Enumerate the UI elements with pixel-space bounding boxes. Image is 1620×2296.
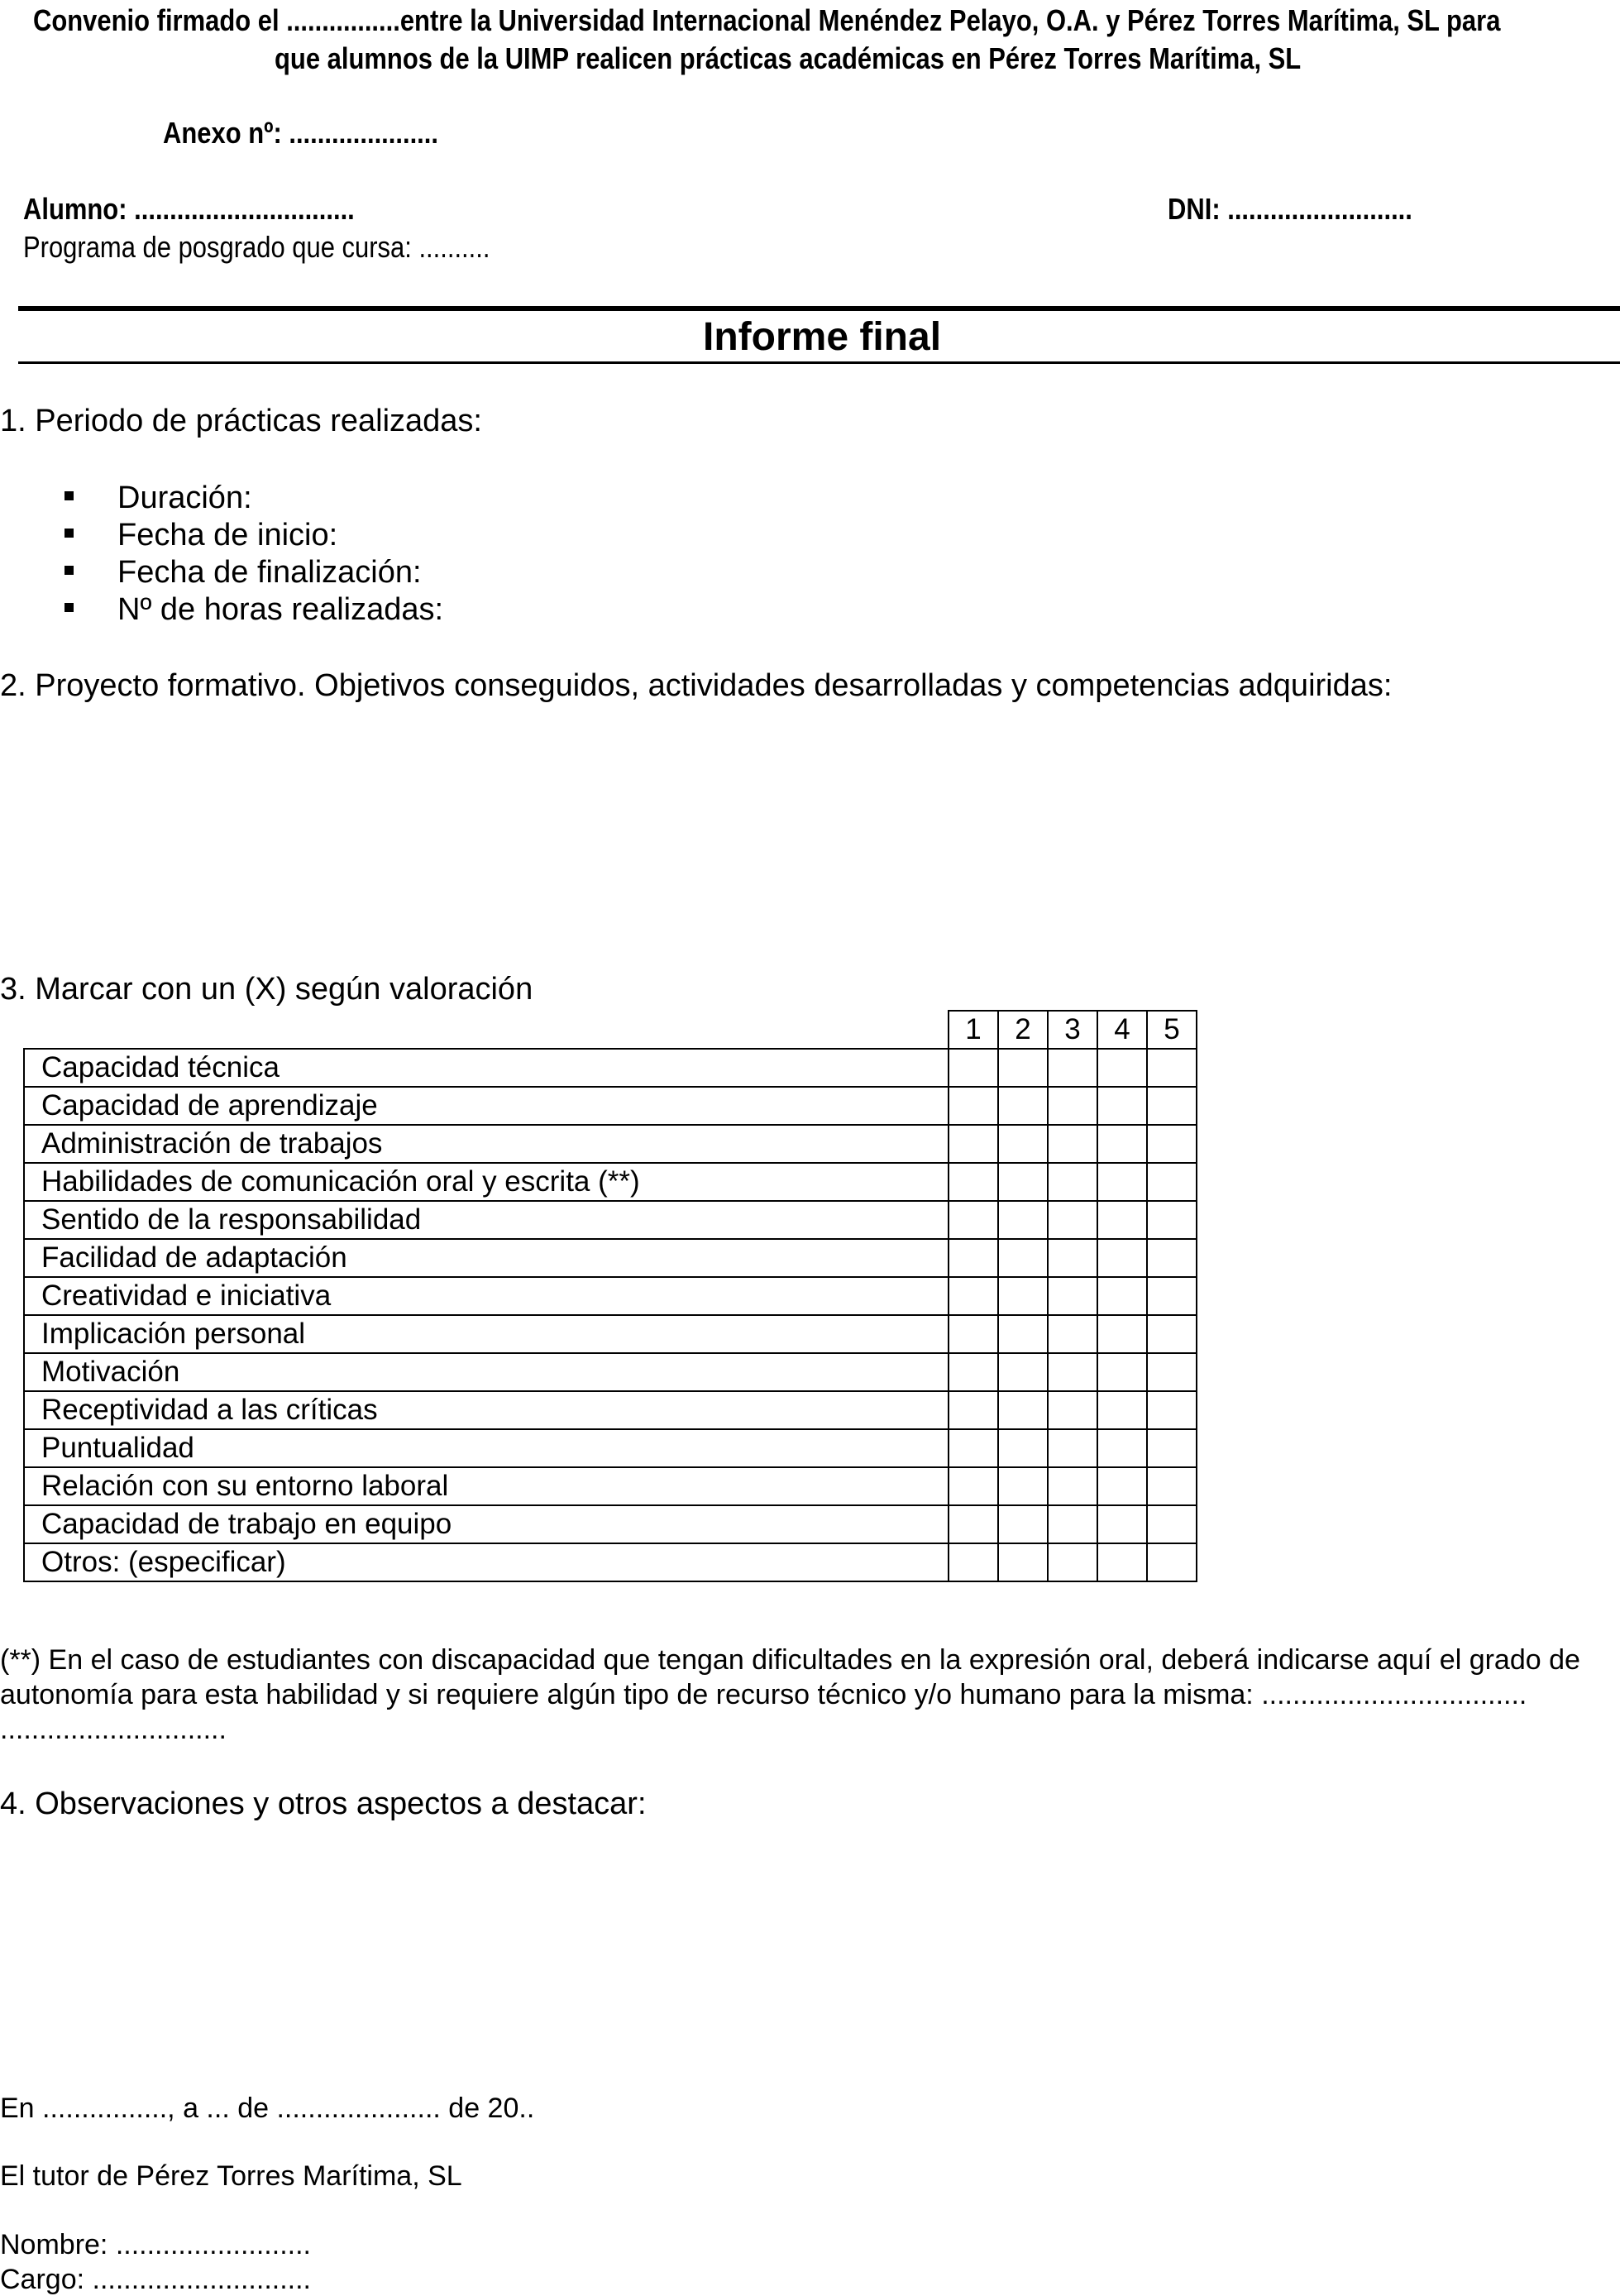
rating-cell[interactable] xyxy=(1048,1163,1097,1201)
rating-cell[interactable] xyxy=(949,1163,998,1201)
rating-cell[interactable] xyxy=(998,1467,1048,1505)
rating-cell[interactable] xyxy=(1097,1467,1147,1505)
criterion-label: Motivación xyxy=(24,1353,949,1391)
rating-cell[interactable] xyxy=(1048,1429,1097,1467)
rating-cell[interactable] xyxy=(1097,1429,1147,1467)
rating-cell[interactable] xyxy=(1147,1239,1197,1277)
rating-cell[interactable] xyxy=(998,1315,1048,1353)
criterion-label: Sentido de la responsabilidad xyxy=(24,1201,949,1239)
place-date-line: En ................, a ... de ..................... de 20.. xyxy=(0,2093,535,2124)
table-row xyxy=(24,1087,1197,1125)
rating-cell[interactable] xyxy=(1097,1049,1147,1087)
criterion-label: Habilidades de comunicación oral y escrita (**) xyxy=(24,1163,949,1201)
table-row xyxy=(24,1125,1197,1163)
accessibility-note-line2: autonomía para esta habilidad y si requiere algún tipo de recurso técnico y/o humano para la misma: .................................. xyxy=(0,1679,1527,1710)
scale-4: 4 xyxy=(1097,1011,1147,1049)
rating-cell[interactable] xyxy=(998,1163,1048,1201)
dni-field: DNI: .......................... xyxy=(1168,192,1412,226)
rating-cell[interactable] xyxy=(1048,1087,1097,1125)
table-row xyxy=(24,1467,1197,1505)
rating-cell[interactable] xyxy=(1048,1201,1097,1239)
rating-cell[interactable] xyxy=(998,1391,1048,1429)
rating-cell[interactable] xyxy=(1147,1543,1197,1581)
rating-cell[interactable] xyxy=(998,1277,1048,1315)
list-item: Nº de horas realizadas: xyxy=(117,592,443,628)
rating-cell[interactable] xyxy=(1048,1505,1097,1543)
criterion-label: Relación con su entorno laboral xyxy=(24,1467,949,1505)
rating-cell[interactable] xyxy=(949,1201,998,1239)
tutor-name-field: Nombre: ......................... xyxy=(0,2229,311,2260)
criterion-label: Capacidad de trabajo en equipo xyxy=(24,1505,949,1543)
section4-heading: 4. Observaciones y otros aspectos a destacar: xyxy=(0,1787,647,1821)
bullet-square-icon xyxy=(65,491,74,500)
rating-cell[interactable] xyxy=(998,1239,1048,1277)
rating-cell[interactable] xyxy=(1147,1429,1197,1467)
rating-scale-row xyxy=(24,1011,1197,1049)
rating-cell[interactable] xyxy=(1048,1277,1097,1315)
criterion-label: Administración de trabajos xyxy=(24,1125,949,1163)
rating-cell[interactable] xyxy=(949,1049,998,1087)
rating-cell[interactable] xyxy=(1147,1505,1197,1543)
section3-heading: 3. Marcar con un (X) según valoración xyxy=(0,972,533,1007)
tutor-label: El tutor de Pérez Torres Marítima, SL xyxy=(0,2160,462,2192)
criterion-label: Implicación personal xyxy=(24,1315,949,1353)
rating-cell[interactable] xyxy=(1147,1201,1197,1239)
rating-cell[interactable] xyxy=(998,1087,1048,1125)
table-row xyxy=(24,1505,1197,1543)
rating-cell[interactable] xyxy=(949,1239,998,1277)
rating-cell[interactable] xyxy=(949,1505,998,1543)
rating-cell[interactable] xyxy=(998,1429,1048,1467)
table-row xyxy=(24,1049,1197,1087)
table-row xyxy=(24,1315,1197,1353)
rating-cell[interactable] xyxy=(998,1543,1048,1581)
rating-cell[interactable] xyxy=(1048,1125,1097,1163)
rating-cell[interactable] xyxy=(1097,1353,1147,1391)
table-row xyxy=(24,1239,1197,1277)
scale-5: 5 xyxy=(1147,1011,1197,1049)
section2-heading: 2. Proyecto formativo. Objetivos conseguidos, actividades desarrolladas y competencias adquiridas: xyxy=(0,668,1393,703)
table-row xyxy=(24,1277,1197,1315)
criterion-label: Capacidad de aprendizaje xyxy=(24,1087,949,1125)
bullet-square-icon xyxy=(65,566,74,575)
criterion-label: Receptividad a las críticas xyxy=(24,1391,949,1429)
accessibility-note-line1: (**) En el caso de estudiantes con discapacidad que tengan dificultades en la expresión oral, deberá indicarse aquí el grado de xyxy=(0,1644,1580,1676)
rating-cell[interactable] xyxy=(949,1087,998,1125)
rating-cell[interactable] xyxy=(949,1543,998,1581)
agreement-header-line1: Convenio firmado el ................entre la Universidad Internacional Menéndez Pelayo, O.A. y Pérez Torres Marítima, SL para xyxy=(33,3,1501,37)
section1-heading: 1. Periodo de prácticas realizadas: xyxy=(0,404,482,438)
rating-cell[interactable] xyxy=(1048,1467,1097,1505)
title-bottom-rule xyxy=(18,361,1620,364)
table-row xyxy=(24,1201,1197,1239)
program-field: Programa de posgrado que cursa: .......... xyxy=(23,230,490,264)
list-item: Fecha de inicio: xyxy=(117,518,337,553)
table-row xyxy=(24,1391,1197,1429)
rating-cell[interactable] xyxy=(1097,1163,1147,1201)
rating-cell[interactable] xyxy=(1097,1505,1147,1543)
tutor-position-field: Cargo: ............................ xyxy=(0,2264,311,2295)
table-row xyxy=(24,1429,1197,1467)
criterion-label: Creatividad e iniciativa xyxy=(24,1277,949,1315)
table-row xyxy=(24,1353,1197,1391)
rating-cell[interactable] xyxy=(998,1353,1048,1391)
rating-cell[interactable] xyxy=(949,1277,998,1315)
rating-cell[interactable] xyxy=(1147,1277,1197,1315)
rating-cell[interactable] xyxy=(1048,1315,1097,1353)
table-row xyxy=(24,1163,1197,1201)
rating-cell[interactable] xyxy=(949,1429,998,1467)
rating-cell[interactable] xyxy=(949,1391,998,1429)
rating-cell[interactable] xyxy=(998,1125,1048,1163)
criterion-label: Otros: (especificar) xyxy=(24,1543,949,1581)
rating-cell[interactable] xyxy=(1097,1391,1147,1429)
rating-table xyxy=(23,1010,1197,1582)
rating-cell[interactable] xyxy=(1048,1543,1097,1581)
rating-cell[interactable] xyxy=(1097,1087,1147,1125)
accessibility-note-line3: ............................. xyxy=(0,1714,227,1745)
scale-3: 3 xyxy=(1048,1011,1097,1049)
rating-cell[interactable] xyxy=(1147,1315,1197,1353)
rating-cell[interactable] xyxy=(1048,1049,1097,1087)
rating-cell[interactable] xyxy=(1147,1049,1197,1087)
rating-cell[interactable] xyxy=(1147,1467,1197,1505)
criterion-label: Capacidad técnica xyxy=(24,1049,949,1087)
rating-cell[interactable] xyxy=(1147,1125,1197,1163)
criterion-label: Facilidad de adaptación xyxy=(24,1239,949,1277)
rating-cell[interactable] xyxy=(1097,1125,1147,1163)
rating-cell[interactable] xyxy=(949,1315,998,1353)
student-field: Alumno: ............................... xyxy=(23,192,355,226)
rating-cell[interactable] xyxy=(998,1201,1048,1239)
list-item: Fecha de finalización: xyxy=(117,555,422,591)
title-top-rule xyxy=(18,306,1620,311)
table-row xyxy=(24,1543,1197,1581)
rating-cell[interactable] xyxy=(1097,1543,1147,1581)
rating-cell[interactable] xyxy=(1048,1353,1097,1391)
agreement-header-line2: que alumnos de la UIMP realicen prácticas académicas en Pérez Torres Marítima, SL xyxy=(275,41,1302,75)
rating-cell[interactable] xyxy=(949,1353,998,1391)
rating-cell[interactable] xyxy=(1097,1201,1147,1239)
rating-cell[interactable] xyxy=(1097,1315,1147,1353)
rating-cell[interactable] xyxy=(1048,1391,1097,1429)
rating-cell[interactable] xyxy=(998,1049,1048,1087)
rating-cell[interactable] xyxy=(1097,1277,1147,1315)
rating-cell[interactable] xyxy=(1147,1353,1197,1391)
anexo-field: Anexo nº: ..................... xyxy=(163,116,438,150)
rating-cell[interactable] xyxy=(1147,1087,1197,1125)
bullet-square-icon xyxy=(65,529,74,538)
criterion-label: Puntualidad xyxy=(24,1429,949,1467)
scale-2: 2 xyxy=(998,1011,1048,1049)
page-title: Informe final xyxy=(703,315,942,359)
rating-cell[interactable] xyxy=(949,1125,998,1163)
rating-cell[interactable] xyxy=(1147,1391,1197,1429)
scale-1: 1 xyxy=(949,1011,998,1049)
rating-cell[interactable] xyxy=(1048,1239,1097,1277)
rating-cell[interactable] xyxy=(998,1505,1048,1543)
list-item: Duración: xyxy=(117,481,252,516)
bullet-square-icon xyxy=(65,603,74,612)
rating-cell[interactable] xyxy=(1097,1239,1147,1277)
rating-cell[interactable] xyxy=(949,1467,998,1505)
rating-cell[interactable] xyxy=(1147,1163,1197,1201)
